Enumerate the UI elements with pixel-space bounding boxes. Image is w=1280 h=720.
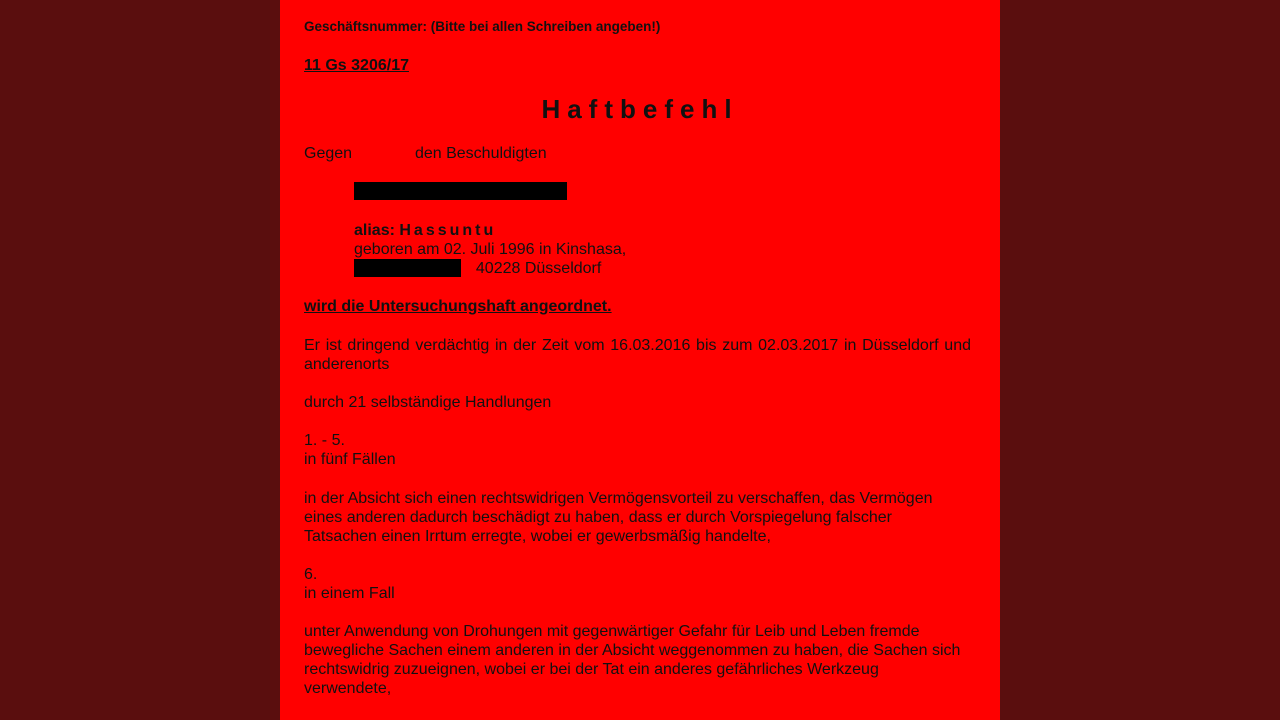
count-1-description: in der Absicht sich einen rechtswidrigen Vermögensvorteil zu verschaffen, das Vermögen eines anderen dadurch beschädigt zu haben, dass er durch Vorspiegelung falscher Tatsachen einen Irrtum erregte, wobei er gewerbsmäßig handelte, [304, 490, 933, 545]
against-label: Gegen [304, 145, 353, 162]
birth-info: geboren am 02. Juli 1996 in Kinshasa, [354, 241, 627, 258]
alias-name: Hassuntu [399, 222, 497, 239]
reference-label: Geschäftsnummer: (Bitte bei allen Schreiben angeben!) [304, 19, 661, 34]
count-2-range: 6. [304, 566, 318, 583]
count-2-cases: in einem Fall [304, 585, 395, 602]
count-1-cases: in fünf Fällen [304, 451, 396, 468]
alias-label: alias: [354, 222, 395, 239]
suspicion-text: Er ist dringend verdächtig in der Zeit vom 16.03.2016 bis zum 02.03.2017 in Düsseldorf und anderenorts [304, 337, 971, 373]
count-2-description: unter Anwendung von Drohungen mit gegenwärtiger Gefahr für Leib und Leben fremde bewegliche Sachen einem anderen in der Absicht weggenommen zu haben, die Sachen sich rechtswidrig zuzueignen, wobei er bei der Tat ein anderes gefährliches Werkzeug verwendete, [304, 623, 961, 697]
document-page [280, 0, 1000, 720]
document-title: Haftbefehl [541, 94, 739, 124]
street-redaction [354, 259, 461, 277]
address-city: 40228 Düsseldorf [475, 260, 602, 277]
alias-line [354, 221, 496, 240]
acts-text: durch 21 selbständige Handlungen [304, 394, 552, 411]
name-redaction [354, 182, 567, 200]
case-number: 11 Gs 3206/17 [304, 57, 409, 74]
order-statement: wird die Untersuchungshaft angeordnet. [304, 298, 612, 315]
address-line [354, 259, 601, 278]
against-line [304, 144, 547, 163]
count-1-range: 1. - 5. [304, 432, 345, 449]
accused-label: den Beschuldigten [414, 145, 547, 162]
